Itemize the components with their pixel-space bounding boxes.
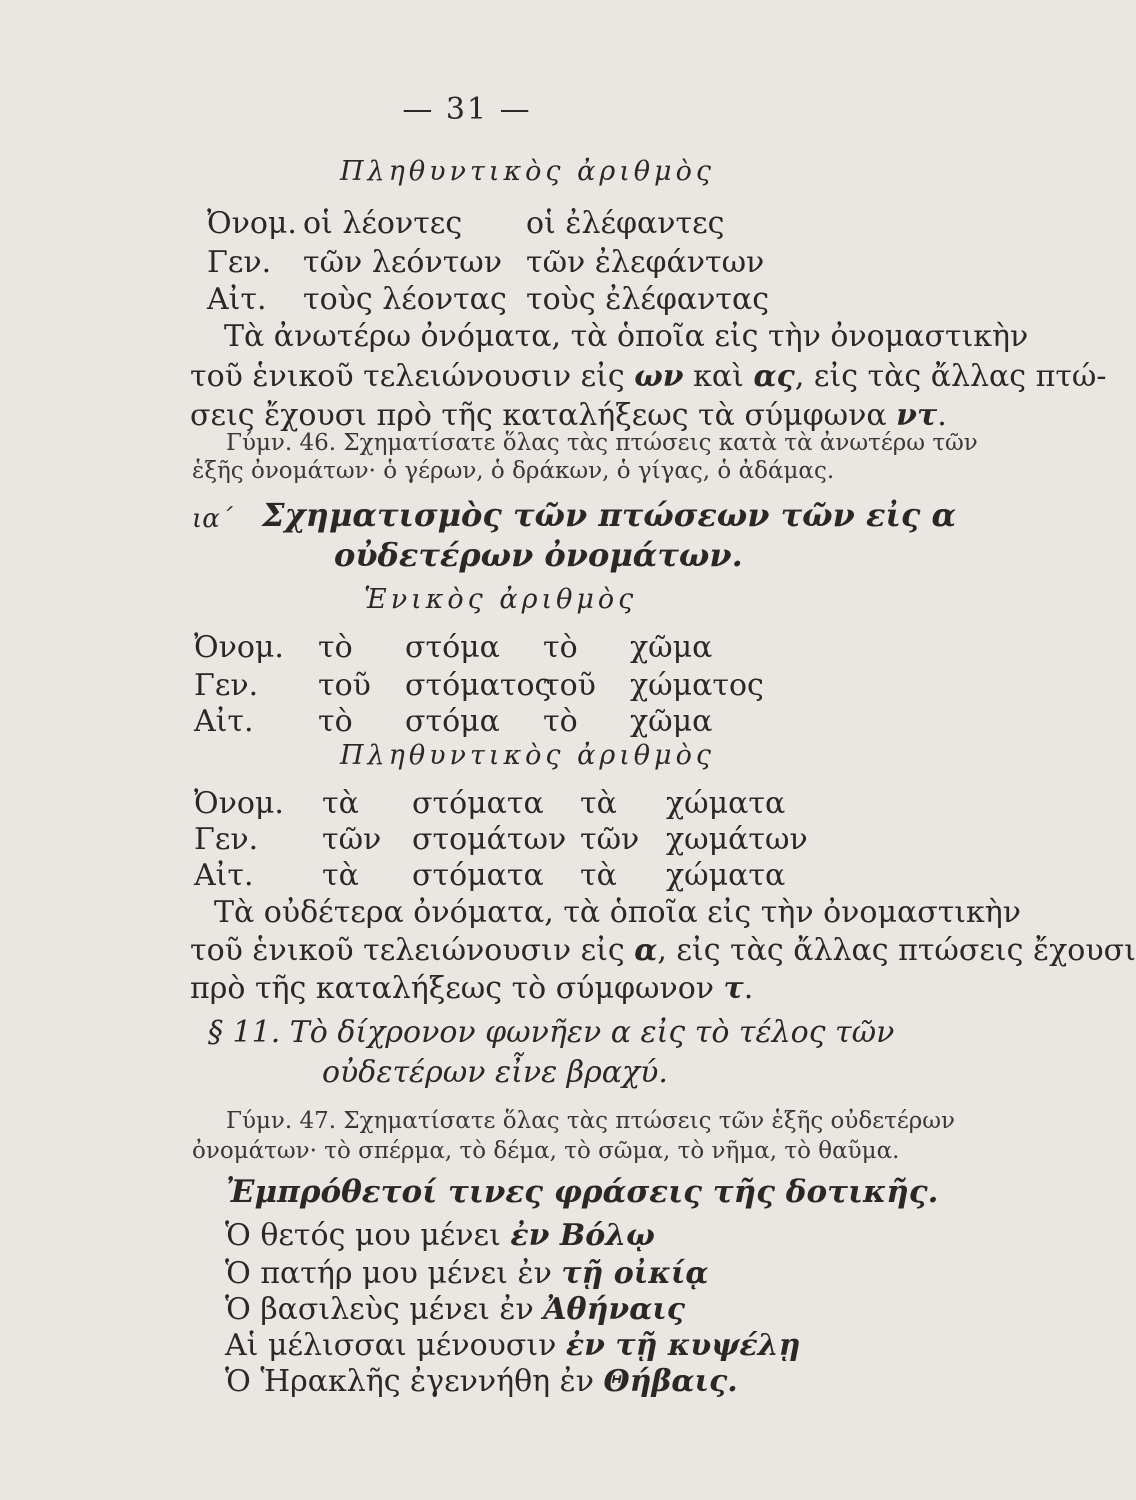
case-label: Αἰτ. [207,282,267,317]
singular-heading: Ἑνικὸς ἀριθμὸς [364,584,638,615]
form-elephant: τοὺς ἐλέφαντας [526,282,770,317]
article: τοῦ [318,668,371,703]
form-choma: χωμάτων [666,822,808,857]
form-stoma: στόματα [412,858,544,893]
dative-heading: Ἐμπρόθετοί τινες φράσεις τῆς δοτικῆς. [226,1174,939,1210]
section-mark: ια΄ [192,504,233,534]
form-elephant: οἱ ἐλέφαντες [526,206,725,241]
case-label: Γεν. [194,668,259,703]
form-choma: χώματος [630,668,764,703]
form-choma: χώματα [666,786,786,821]
case-label: Γεν. [194,822,259,857]
section-11-title: οὐδετέρων εἶνε βραχύ. [322,1055,668,1090]
case-label: Αἰτ. [194,858,254,893]
paragraph-line: τοῦ ἑνικοῦ τελειώνουσιν εἰς α, εἰς τὰς ἄλλας πτώσεις ἔχουσι [190,933,1136,968]
table-row [0,668,934,708]
plural-heading: Πληθυντικὸς ἀριθμὸς [340,156,715,187]
table-row [0,704,934,744]
plural-heading: Πληθυντικὸς ἀριθμὸς [340,740,715,771]
section-title: οὐδετέρων ὀνομάτων. [334,536,743,574]
example-sentence: Ὁ πατήρ μου μένει ἐν τῇ οἰκίᾳ [225,1256,709,1291]
article: τῶν [322,822,382,857]
exercise-47-line: ὀνομάτων· τὸ σπέρμα, τὸ δέμα, τὸ σῶμα, τὸ νῆμα, τὸ θαῦμα. [192,1138,900,1164]
page-number: — 31 — [402,92,532,127]
table-row [0,822,934,862]
case-label: Ὀνομ. [207,206,297,241]
form-elephant: τῶν ἐλεφάντων [526,245,765,280]
article: τὸ [318,704,353,739]
table-row [0,206,934,246]
article: τὰ [580,786,617,821]
exercise-46-line: Γύμν. 46. Σχηματίσατε ὅλας τὰς πτώσεις κατὰ τὰ ἀνωτέρω τῶν [226,430,978,456]
example-sentence: Αἱ μέλισσαι μένουσιν ἐν τῇ κυψέλῃ [225,1328,801,1363]
form-choma: χῶμα [630,630,713,665]
exercise-46-line: ἑξῆς ὀνομάτων· ὁ γέρων, ὁ δράκων, ὁ γίγας, ὁ ἀδάμας. [192,458,835,484]
form-stoma: στόματος [405,668,552,703]
article: τῶν [580,822,640,857]
section-title: Σχηματισμὸς τῶν πτώσεων τῶν εἰς α [262,496,957,534]
form-lion: τῶν λεόντων [303,245,502,280]
case-label: Γεν. [207,245,272,280]
paragraph-line: Τὰ ἀνωτέρω ὀνόματα, τὰ ὁποῖα εἰς τὴν ὀνομαστικὴν [224,319,1029,354]
form-lion: οἱ λέοντες [303,206,463,241]
form-stoma: στομάτων [412,822,567,857]
article: τὰ [322,786,359,821]
form-lion: τοὺς λέοντας [303,282,507,317]
example-sentence: Ὁ Ἡρακλῆς ἐγεννήθη ἐν Θήβαις. [225,1364,738,1399]
exercise-47-line: Γύμν. 47. Σχηματίσατε ὅλας τὰς πτώσεις τῶν ἑξῆς οὐδετέρων [226,1108,956,1134]
case-label: Ὀνομ. [194,630,284,665]
table-row [0,630,934,670]
example-sentence: Ὁ βασιλεὺς μένει ἐν Ἀθήναις [225,1292,686,1327]
section-mark: § 11. [208,1015,281,1050]
article: τὸ [543,704,578,739]
paragraph-line: τοῦ ἑνικοῦ τελειώνουσιν εἰς ων καὶ ας, εἰς τὰς ἄλλας πτώ- [190,359,1107,394]
case-label: Αἰτ. [194,704,254,739]
article: τὸ [318,630,353,665]
form-stoma: στόμα [405,630,500,665]
paragraph-line: Τὰ οὐδέτερα ὀνόματα, τὰ ὁποῖα εἰς τὴν ὀνομαστικὴν [214,895,1022,930]
article: τοῦ [543,668,596,703]
case-label: Ὀνομ. [194,786,284,821]
example-sentence: Ὁ θετός μου μένει ἐν Βόλῳ [225,1218,655,1253]
form-stoma: στόματα [412,786,544,821]
section-11-title: § 11. Τὸ δίχρονον φωνῆεν α εἰς τὸ τέλος τῶν [208,1015,895,1050]
article: τὰ [580,858,617,893]
form-choma: χῶμα [630,704,713,739]
paragraph-line: σεις ἔχουσι πρὸ τῆς καταλήξεως τὰ σύμφωνα ντ. [190,398,947,433]
article: τὰ [322,858,359,893]
form-choma: χώματα [666,858,786,893]
article: τὸ [543,630,578,665]
paragraph-line: πρὸ τῆς καταλήξεως τὸ σύμφωνον τ. [190,971,754,1006]
table-row [0,786,934,826]
form-stoma: στόμα [405,704,500,739]
table-row [0,245,934,285]
